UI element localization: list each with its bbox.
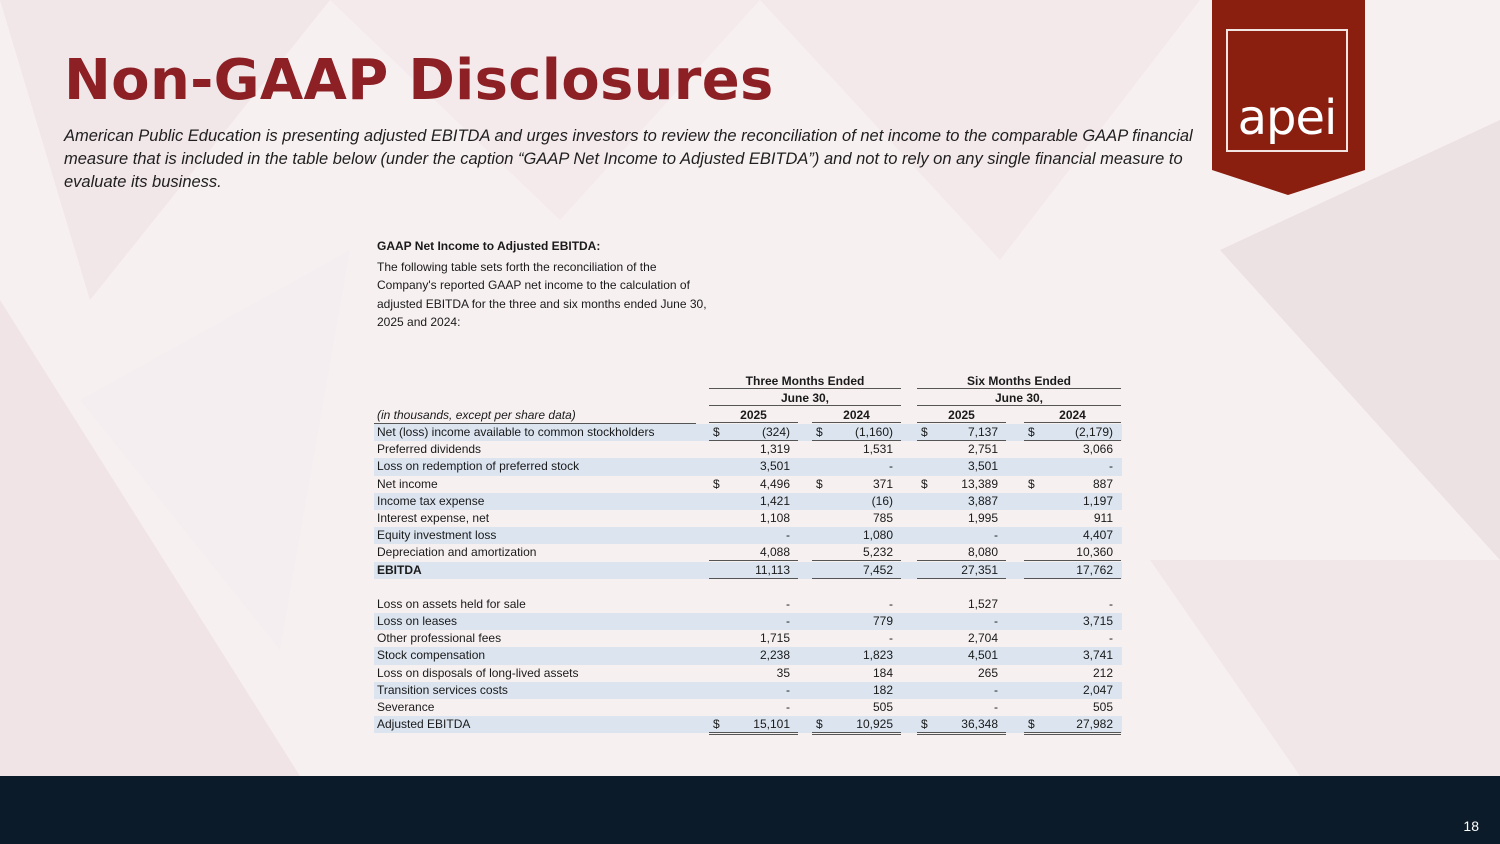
value-cell (917, 647, 1006, 664)
cell-value: 779 (872, 614, 893, 629)
value-cell (917, 493, 1006, 510)
value-cell (1024, 716, 1121, 735)
currency-symbol: $ (816, 425, 823, 439)
value-cell (917, 596, 1006, 613)
cell-value: 35 (776, 665, 790, 680)
cell-value: (324) (761, 425, 790, 439)
cell-value: - (1109, 631, 1113, 646)
cell-value: 3,715 (1082, 614, 1113, 629)
value-cell (709, 699, 798, 716)
table-row (374, 458, 1122, 475)
cell-value: 5,232 (862, 545, 893, 560)
value-cell (917, 665, 1006, 682)
cell-value: - (994, 614, 998, 629)
row-label: Loss on leases (377, 614, 458, 629)
spacer-row (374, 579, 1122, 596)
table-row (374, 424, 1122, 441)
value-cell (917, 510, 1006, 527)
group-header-row (374, 373, 1122, 390)
value-cell (812, 493, 901, 510)
value-cell (1024, 544, 1121, 561)
value-cell (812, 441, 901, 458)
value-cell (709, 665, 798, 682)
table-row (374, 493, 1122, 510)
table-row (374, 441, 1122, 458)
value-cell (917, 527, 1006, 544)
cell-value: - (889, 459, 893, 474)
value-cell (709, 458, 798, 475)
value-cell (709, 630, 798, 647)
currency-symbol: $ (713, 717, 720, 732)
cell-value: 17,762 (1076, 562, 1113, 577)
value-cell (709, 544, 798, 561)
value-cell (709, 596, 798, 613)
value-cell (1024, 699, 1121, 716)
page-title: Non-GAAP Disclosures (64, 48, 774, 113)
value-cell (812, 682, 901, 699)
table-body (374, 424, 1122, 733)
cell-value: - (786, 682, 790, 697)
value-cell (917, 682, 1006, 699)
cell-value: 1,527 (967, 596, 998, 611)
cell-value: - (889, 631, 893, 646)
value-cell (812, 647, 901, 664)
value-cell (812, 630, 901, 647)
cell-value: - (889, 596, 893, 611)
intro-heading: GAAP Net Income to Adjusted EBITDA: (377, 239, 601, 253)
currency-symbol: $ (713, 425, 720, 439)
cell-value: 505 (1092, 700, 1113, 714)
cell-value: 11,113 (755, 562, 790, 577)
value-cell (917, 441, 1006, 458)
cell-value: 911 (1093, 510, 1113, 525)
value-cell (917, 562, 1006, 579)
value-cell (1024, 682, 1121, 699)
value-cell (812, 424, 901, 441)
value-cell (1024, 665, 1121, 682)
currency-symbol: $ (816, 717, 823, 732)
cell-value: 3,066 (1082, 442, 1113, 457)
table-row (374, 562, 1122, 579)
cell-value: 27,982 (1076, 717, 1113, 732)
currency-symbol: $ (713, 476, 720, 491)
value-cell (812, 613, 901, 630)
row-label: Loss on assets held for sale (377, 596, 526, 611)
value-cell (812, 527, 901, 544)
currency-symbol: $ (1028, 425, 1035, 439)
page-subtitle: American Public Education is presenting adjusted EBITDA and urges investors to review the reconciliation of net income to the comparable GAAP financial measure that is included in the table below (under the caption “GAAP Net Income to Adjusted EBITDA”) and not to rely on any single financial measure to evaluate its business. (64, 127, 1193, 191)
footer-bar (0, 776, 1500, 844)
cell-value: 10,925 (856, 717, 893, 732)
currency-symbol: $ (921, 476, 928, 491)
value-cell (812, 562, 901, 579)
cell-value: 2,047 (1082, 682, 1113, 697)
value-cell (917, 476, 1006, 493)
table-row (374, 613, 1122, 630)
value-cell (1024, 613, 1121, 630)
cell-value: 13,389 (961, 476, 998, 491)
value-cell (812, 544, 901, 561)
value-cell (1024, 596, 1121, 613)
currency-symbol: $ (1028, 717, 1035, 732)
value-cell (1024, 458, 1121, 475)
value-cell (709, 562, 798, 579)
year-header: 2024 (812, 407, 901, 423)
cell-value: 1,995 (967, 510, 998, 525)
group-header-six-months: Six Months Ended (917, 373, 1121, 389)
cell-value: 182 (872, 682, 893, 697)
value-cell (917, 544, 1006, 561)
row-label: Equity investment loss (377, 528, 497, 543)
year-header-row (374, 407, 1122, 424)
row-label: Depreciation and amortization (377, 545, 537, 560)
table-row (374, 510, 1122, 527)
value-cell (709, 441, 798, 458)
currency-symbol: $ (816, 476, 823, 491)
cell-value: 1,319 (759, 442, 790, 457)
row-label: Net income (377, 476, 438, 491)
cell-value: 371 (872, 476, 893, 491)
cell-value: 7,137 (967, 425, 998, 439)
cell-value: 2,238 (759, 648, 790, 663)
cell-value: 36,348 (961, 717, 998, 732)
year-header: 2024 (1024, 407, 1121, 423)
row-label: EBITDA (377, 562, 422, 577)
date-header-row (374, 390, 1122, 407)
value-cell (812, 596, 901, 613)
intro-block (377, 237, 707, 332)
value-cell (709, 476, 798, 493)
table-row (374, 665, 1122, 682)
value-cell (1024, 527, 1121, 544)
value-cell (1024, 424, 1121, 441)
row-label: Transition services costs (377, 682, 508, 697)
cell-value: 1,197 (1082, 493, 1113, 508)
value-cell (709, 510, 798, 527)
row-label: Interest expense, net (377, 510, 490, 525)
cell-value: - (786, 614, 790, 629)
table-row (374, 596, 1122, 613)
value-cell (709, 682, 798, 699)
cell-value: 265 (977, 665, 998, 680)
row-label: Other professional fees (377, 631, 502, 646)
table-row (374, 716, 1122, 733)
cell-value: - (786, 700, 790, 714)
value-cell (917, 716, 1006, 735)
value-cell (812, 510, 901, 527)
row-label: Stock compensation (377, 648, 486, 663)
date-header-three-months: June 30, (709, 390, 901, 406)
cell-value: 15,101 (753, 717, 790, 732)
logo-text: apei (1237, 90, 1337, 146)
year-header: 2025 (709, 407, 798, 423)
cell-value: - (786, 596, 790, 611)
cell-value: 7,452 (862, 562, 893, 577)
row-label: Loss on redemption of preferred stock (377, 459, 580, 474)
row-label: Adjusted EBITDA (377, 717, 471, 732)
value-cell (812, 476, 901, 493)
cell-value: 2,751 (967, 442, 998, 457)
cell-value: 1,715 (759, 631, 790, 646)
cell-value: 505 (872, 700, 893, 714)
value-cell (709, 647, 798, 664)
value-cell (812, 699, 901, 716)
currency-symbol: $ (921, 425, 928, 439)
value-cell (1024, 493, 1121, 510)
value-cell (709, 424, 798, 441)
row-label: Income tax expense (377, 493, 485, 508)
cell-value: 4,501 (967, 648, 998, 663)
cell-value: 2,704 (967, 631, 998, 646)
value-cell (1024, 562, 1121, 579)
table-row (374, 699, 1122, 716)
value-cell (812, 716, 901, 735)
value-cell (917, 699, 1006, 716)
row-label: Severance (377, 700, 435, 714)
value-cell (709, 716, 798, 735)
cell-value: 3,887 (967, 493, 998, 508)
row-label: Loss on disposals of long-lived assets (377, 665, 579, 680)
cell-value: - (786, 528, 790, 543)
currency-symbol: $ (921, 717, 928, 732)
table-row (374, 630, 1122, 647)
cell-value: 887 (1092, 476, 1113, 491)
cell-value: - (1109, 459, 1113, 474)
cell-value: 3,741 (1082, 648, 1113, 663)
cell-value: (1,160) (854, 425, 893, 439)
value-cell (1024, 630, 1121, 647)
cell-value: 1,823 (862, 648, 893, 663)
cell-value: 27,351 (961, 562, 998, 577)
value-cell (1024, 647, 1121, 664)
cell-value: (2,179) (1074, 425, 1113, 439)
value-cell (1024, 476, 1121, 493)
cell-value: - (1109, 596, 1113, 611)
value-cell (917, 630, 1006, 647)
currency-symbol: $ (1028, 476, 1035, 491)
cell-value: - (994, 700, 998, 714)
cell-value: 4,088 (759, 545, 790, 560)
cell-value: 1,080 (862, 528, 893, 543)
date-header-six-months: June 30, (917, 390, 1121, 406)
row-label: Net (loss) income available to common stockholders (377, 425, 655, 439)
table-row (374, 544, 1122, 561)
cell-value: 1,531 (862, 442, 893, 457)
intro-body: The following table sets forth the reconciliation of the Company's reported GAAP net income to the calculation of adjusted EBITDA for the three and six months ended June 30, 2025 and 2024: (377, 259, 707, 329)
cell-value: 8,080 (967, 545, 998, 560)
cell-value: 1,108 (759, 510, 790, 525)
units-label: (in thousands, except per share data) (377, 408, 576, 422)
value-cell (917, 613, 1006, 630)
table-row (374, 527, 1122, 544)
value-cell (709, 527, 798, 544)
year-header: 2025 (917, 407, 1006, 423)
value-cell (812, 458, 901, 475)
value-cell (1024, 510, 1121, 527)
value-cell (709, 613, 798, 630)
table-row (374, 647, 1122, 664)
cell-value: 4,496 (759, 476, 790, 491)
cell-value: 212 (1092, 665, 1113, 680)
value-cell (917, 424, 1006, 441)
cell-value: - (994, 528, 998, 543)
cell-value: 3,501 (759, 459, 790, 474)
cell-value: - (994, 682, 998, 697)
cell-value: (16) (871, 493, 893, 508)
reconciliation-table (374, 373, 1122, 733)
value-cell (1024, 441, 1121, 458)
group-header-three-months: Three Months Ended (709, 373, 901, 389)
value-cell (812, 665, 901, 682)
table-row (374, 476, 1122, 493)
cell-value: 1,421 (759, 493, 790, 508)
cell-value: 3,501 (967, 459, 998, 474)
row-label: Preferred dividends (377, 442, 482, 457)
cell-value: 4,407 (1082, 528, 1113, 543)
table-row (374, 682, 1122, 699)
cell-value: 10,360 (1076, 545, 1113, 560)
cell-value: 785 (872, 510, 893, 525)
value-cell (917, 458, 1006, 475)
apei-logo (1212, 0, 1365, 195)
cell-value: 184 (872, 665, 893, 680)
page-number: 18 (1463, 818, 1479, 834)
value-cell (709, 493, 798, 510)
